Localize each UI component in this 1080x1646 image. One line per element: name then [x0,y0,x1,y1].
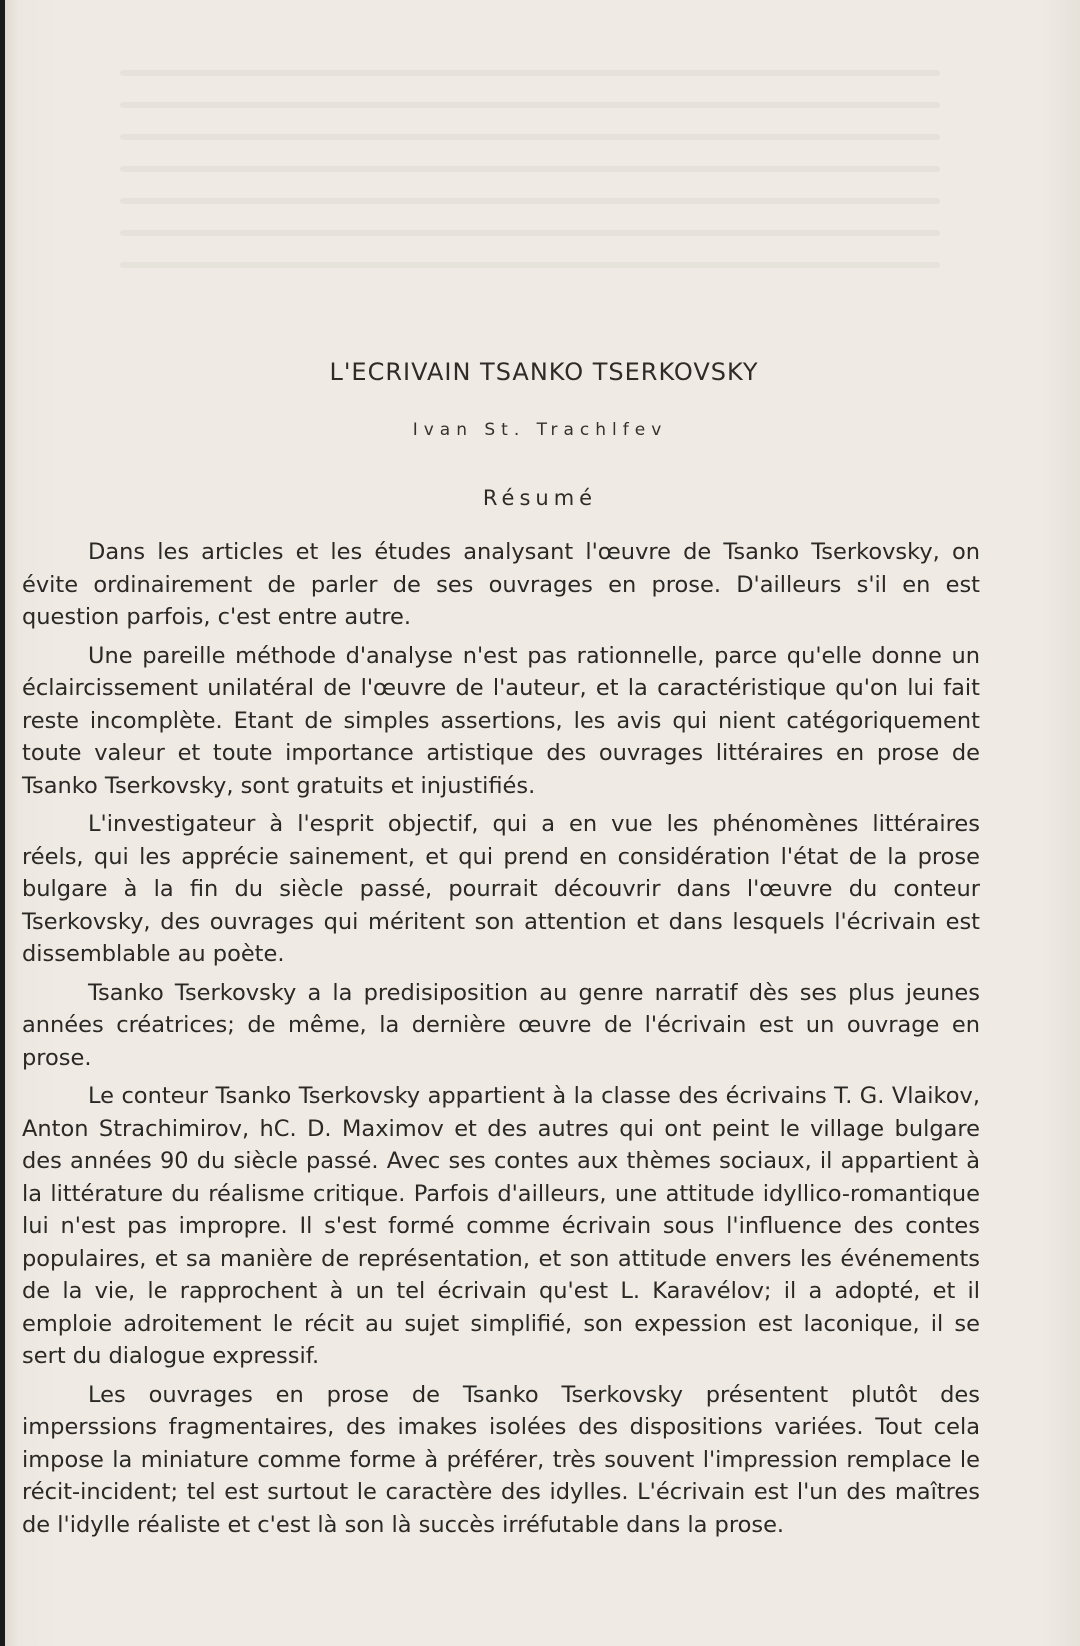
paragraph: Dans les articles et les études analysant l'œuvre de Tsanko Tserkovsky, on évite ordinairement de parler de ses ouvrages en prose. D'ailleurs s'il en est question parfois, c'est entre autre. [22,539,980,630]
paragraph: Une pareille méthode d'analyse n'est pas rationnelle, parce qu'elle donne un éclaircissement unilatéral de l'œuvre de l'auteur, et la caractéristique qu'on lui fait reste incomplète. Etant de simples assertions, les avis qui nient catégoriquement toute valeur et toute importance artistique des ouvrages littéraires en prose de Tsanko Tserkovsky, sont gratuits et injustifiés. [22,642,980,799]
paragraph: Le conteur Tsanko Tserkovsky appartient à la classe des écrivains T. G. Vlaikov, Anton Strachimirov, hC. D. Maximov et des autres qui ont peint le village bulgare des années 90 du siècle passé. Avec ses contes aux thèmes sociaux, il appartient à la littérature du réalisme critique. Parfois d'ailleurs, une attitude idyllico-romantique lui n'est pas impropre. Il s'est formé comme écrivain sous l'influence des contes populaires, et sa manière de représentation, et son attitude envers les événements de la vie, le rapprochent à un tel écrivain qu'est L. Karavélov; il a adopté, et il emploie adroitement le récit au sujet simplifié, son expession est laconique, il se sert du dialogue expressif. [22,1083,980,1369]
paragraph: Tsanko Tserkovsky a la predisiposition au genre narratif dès ses plus jeunes années créatrices; de même, la dernière œuvre de l'écrivain est un ouvrage en prose. [22,979,980,1071]
page-binding-edge [0,0,5,1646]
article-author: Ivan St. Trachlfev [412,420,668,440]
paragraph: L'investigateur à l'esprit objectif, qui a en vue les phénomènes littéraires réels, qui les apprécie sainement, et qui prend en considération l'état de la prose bulgare à la fin du siècle passé, pourrait découvrir dans l'œuvre du conteur Tserkovsky, des ouvrages qui méritent son attention et dans lesquels l'écrivain est dissemblable au poète. [22,811,980,967]
paragraph: Les ouvrages en prose de Tsanko Tserkovsky présentent plutôt des imperssions fragmentaires, des imakes isolées des dispositions variées. Tout cela impose la miniature comme forme à préférer, très souvent l'impression remplace le récit-incident; tel est surtout le caractère des idylles. L'écrivain est l'un des maîtres de l'idylle réaliste et c'est là son là succès irréfutable dans la prose. [22,1381,980,1538]
article-title: L'ECRIVAIN TSANKO TSERKOVSKY [329,358,759,386]
section-heading: Résumé [482,486,598,510]
bleed-through-text [120,70,940,280]
resume-body [22,536,980,1547]
